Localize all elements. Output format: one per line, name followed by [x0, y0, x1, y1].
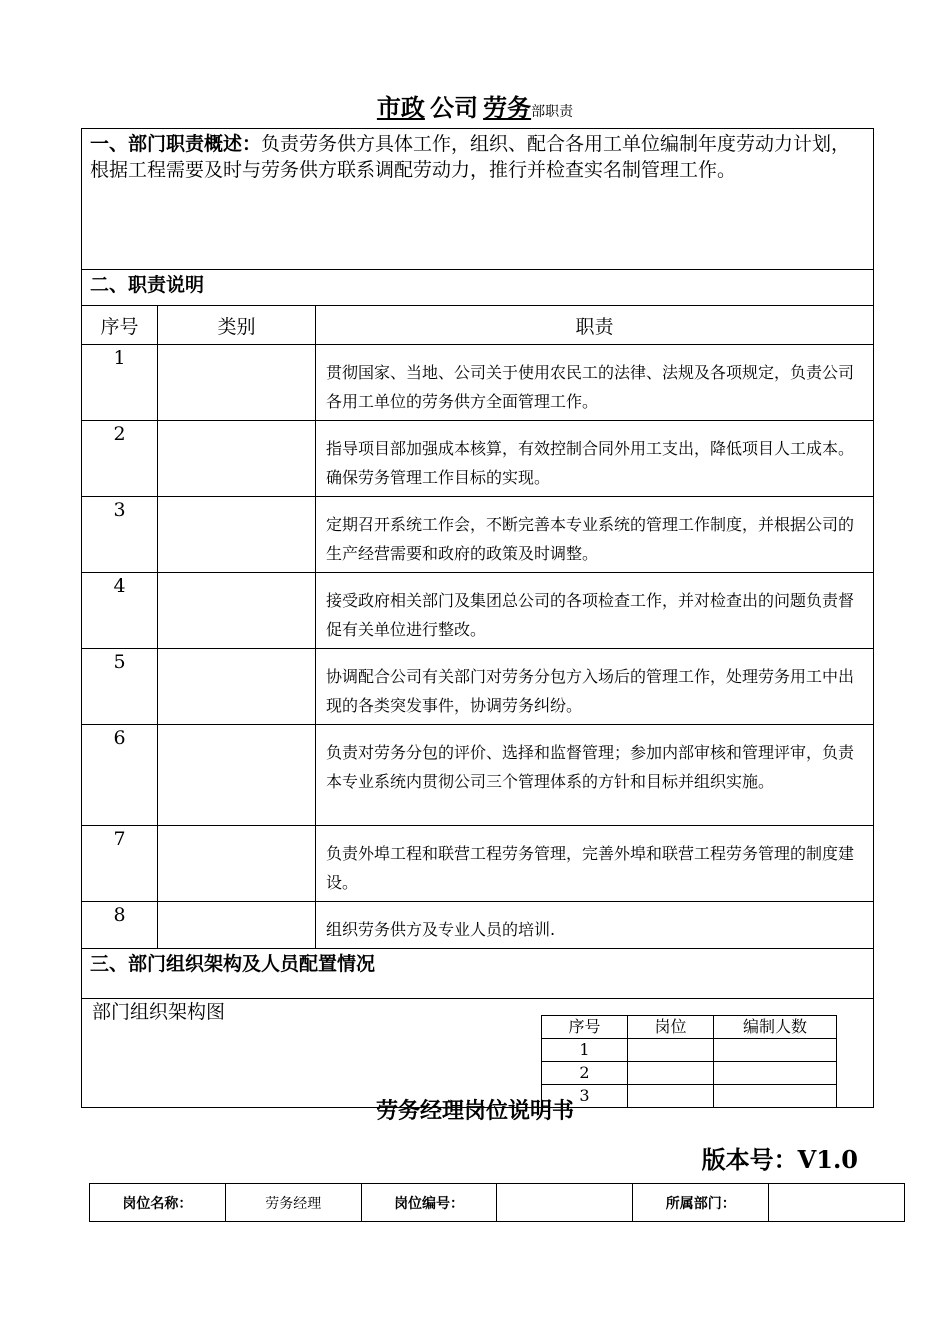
title-suffix: 部职责 [531, 104, 574, 120]
row-duty: 协调配合公司有关部门对劳务分包方入场后的管理工作，处理劳务用工中出现的各类突发事件，协调劳务纠纷。 [316, 649, 874, 725]
staffing-post [628, 1062, 714, 1085]
staffing-header-count: 编制人数 [714, 1016, 837, 1039]
row-num: 7 [82, 826, 158, 902]
org-structure-cell [82, 999, 874, 1108]
title-labor: 劳务 [483, 93, 532, 122]
row-category [158, 345, 316, 421]
staffing-post [628, 1039, 714, 1062]
org-chart-label: 部门组织架构图 [92, 1001, 226, 1023]
department-value [769, 1184, 905, 1222]
duties-header-row [82, 306, 874, 345]
header-duty: 职责 [316, 306, 874, 345]
table-row [542, 1062, 837, 1085]
row-num: 2 [82, 421, 158, 497]
post-name-value: 劳务经理 [225, 1184, 361, 1222]
row-category [158, 497, 316, 573]
section2-heading: 二、职责说明 [82, 270, 874, 306]
staffing-num: 1 [542, 1039, 628, 1062]
staffing-num: 2 [542, 1062, 628, 1085]
header-num: 序号 [82, 306, 158, 345]
row-duty: 组织劳务供方及专业人员的培训. [316, 902, 874, 949]
job-info-table [89, 1183, 905, 1222]
staffing-header-post: 岗位 [628, 1016, 714, 1039]
department-label: 所属部门： [633, 1184, 769, 1222]
row-duty: 贯彻国家、当地、公司关于使用农民工的法律、法规及各项规定，负责公司各用工单位的劳务供方全面管理工作。 [316, 345, 874, 421]
job-description-title: 劳务经理岗位说明书 [375, 1098, 574, 1124]
row-category [158, 902, 316, 949]
staffing-header-num: 序号 [542, 1016, 628, 1039]
table-row [82, 826, 874, 902]
row-num: 4 [82, 573, 158, 649]
page-title [0, 88, 950, 123]
row-category [158, 421, 316, 497]
row-num: 3 [82, 497, 158, 573]
post-name-label: 岗位名称： [90, 1184, 226, 1222]
overview-heading: 一、部门职责概述： [90, 133, 262, 155]
table-row [82, 421, 874, 497]
row-num: 6 [82, 725, 158, 826]
row-num: 5 [82, 649, 158, 725]
row-duty: 定期召开系统工作会，不断完善本专业系统的管理工作制度，并根据公司的生产经营需要和政府的政策及时调整。 [316, 497, 874, 573]
staffing-header-row [542, 1016, 837, 1039]
post-code-label: 岗位编号： [361, 1184, 497, 1222]
table-row [82, 902, 874, 949]
table-row [82, 345, 874, 421]
post-code-value [497, 1184, 633, 1222]
overview-text: 负责劳务供方具体工作，组织、配合各用工单位编制年度劳动力计划，根据工程需要及时与劳务供方联系调配劳动力，推行并检查实名制管理工作。 [90, 133, 851, 181]
department-duties-table [81, 128, 874, 1108]
section3-heading: 三、部门组织架构及人员配置情况 [82, 949, 874, 999]
table-row [82, 649, 874, 725]
row-num: 8 [82, 902, 158, 949]
table-row [82, 725, 874, 826]
row-duty: 负责对劳务分包的评价、选择和监督管理；参加内部审核和管理评审，负责本专业系统内贯彻公司三个管理体系的方针和目标并组织实施。 [316, 725, 874, 826]
version-number: 版本号：V1.0 [701, 1145, 858, 1174]
table-row [82, 497, 874, 573]
table-row [542, 1039, 837, 1062]
job-info-row [90, 1184, 905, 1222]
staffing-num: 3 [542, 1085, 628, 1108]
overview-cell [82, 129, 874, 270]
row-category [158, 725, 316, 826]
title-company: 公司 [430, 93, 478, 122]
row-duty: 指导项目部加强成本核算，有效控制合同外用工支出，降低项目人工成本。确保劳务管理工作目标的实现。 [316, 421, 874, 497]
staffing-count [714, 1039, 837, 1062]
table-row [82, 573, 874, 649]
title-city: 市政 [376, 93, 425, 122]
header-category: 类别 [158, 306, 316, 345]
row-category [158, 649, 316, 725]
row-num: 1 [82, 345, 158, 421]
row-duty: 负责外埠工程和联营工程劳务管理，完善外埠和联营工程劳务管理的制度建设。 [316, 826, 874, 902]
row-category [158, 573, 316, 649]
staffing-count [714, 1062, 837, 1085]
row-category [158, 826, 316, 902]
row-duty: 接受政府相关部门及集团总公司的各项检查工作，并对检查出的问题负责督促有关单位进行整改。 [316, 573, 874, 649]
